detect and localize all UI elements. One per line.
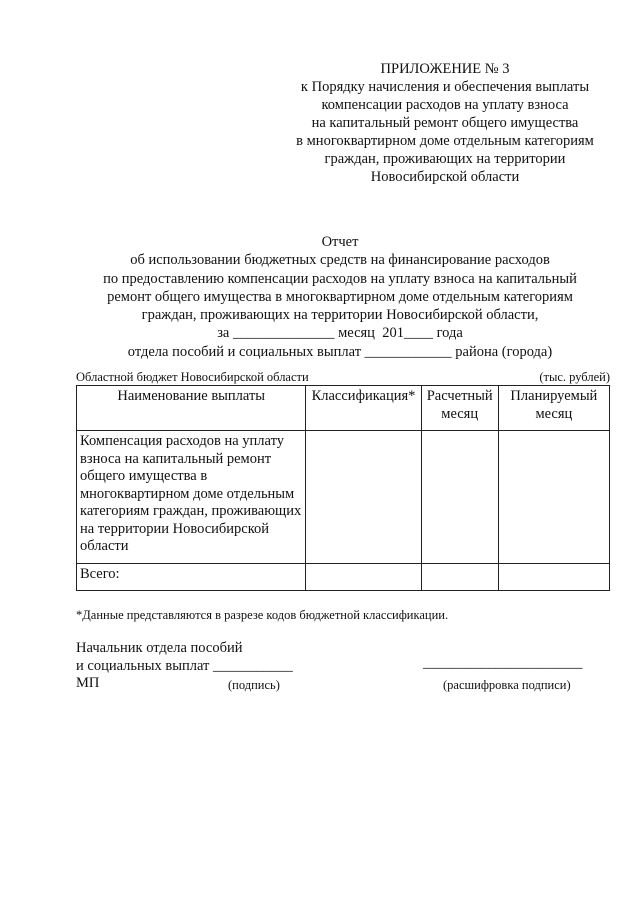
signature-caption: (подпись) [228,678,280,692]
signature-decode-line[interactable]: ______________________ [423,655,583,671]
report-line: по предоставлению компенсации расходов на уплату взноса на капитальный [103,270,577,287]
total-label-cell: Всего: [77,564,306,591]
total-row [77,564,610,591]
seal-mark: МП [76,675,100,691]
units-label: (тыс. рублей) [539,370,610,384]
report-period-line: за ______________ месяц 201____ года [217,325,463,342]
classification-cell[interactable] [306,431,421,564]
header-classification: Классификация* [306,386,421,431]
header-planned-month: Планируемый месяц [498,386,609,431]
report-line: об использовании бюджетных средств на финансирование расходов [130,252,550,269]
report-heading [60,233,620,361]
signatory-title-line1: Начальник отдела пособий [76,640,243,656]
appendix-line: в многоквартирном доме отдельным категориям [296,133,594,149]
appendix-line: компенсации расходов на уплату взноса [321,97,569,113]
signature-decode-caption: (расшифровка подписи) [443,678,571,692]
signatory-title-line2[interactable]: и социальных выплат ___________ [76,657,293,674]
total-calc-month-cell[interactable] [421,564,498,591]
report-department-line: отдела пособий и социальных выплат ____________ района (города) [127,343,553,360]
report-line: граждан, проживающих на территории Новосибирской области, [141,307,539,324]
calc-month-cell[interactable] [421,431,498,564]
header-payment-name: Наименование выплаты [77,386,306,431]
budget-label: Областной бюджет Новосибирской области [76,370,309,384]
footnote: *Данные представляются в разрезе кодов бюджетной классификации. [76,608,449,622]
appendix-line: к Порядку начисления и обеспечения выплаты [300,79,590,95]
appendix-line: Новосибирской области [370,169,520,185]
report-table [76,385,610,591]
report-line: ремонт общего имущества в многоквартирном доме отдельным категориям [107,288,573,305]
header-calc-month: Расчетный месяц [421,386,498,431]
planned-month-cell[interactable] [498,431,609,564]
total-classification-cell[interactable] [306,564,421,591]
total-planned-month-cell[interactable] [498,564,609,591]
table-header-row [77,386,610,431]
appendix-number: ПРИЛОЖЕНИЕ № 3 [380,61,510,77]
report-title: Отчет [321,234,359,250]
appendix-block [270,60,620,186]
payment-name-cell[interactable]: Компенсация расходов на уплату взноса на капитальный ремонт общего имущества в многоквартирном доме отдельным категориям граждан, проживающих на территории Новосибирской области [77,431,306,564]
appendix-line: на капитальный ремонт общего имущества [311,115,579,131]
appendix-line: граждан, проживающих на территории [324,151,566,167]
table-row [77,431,610,564]
